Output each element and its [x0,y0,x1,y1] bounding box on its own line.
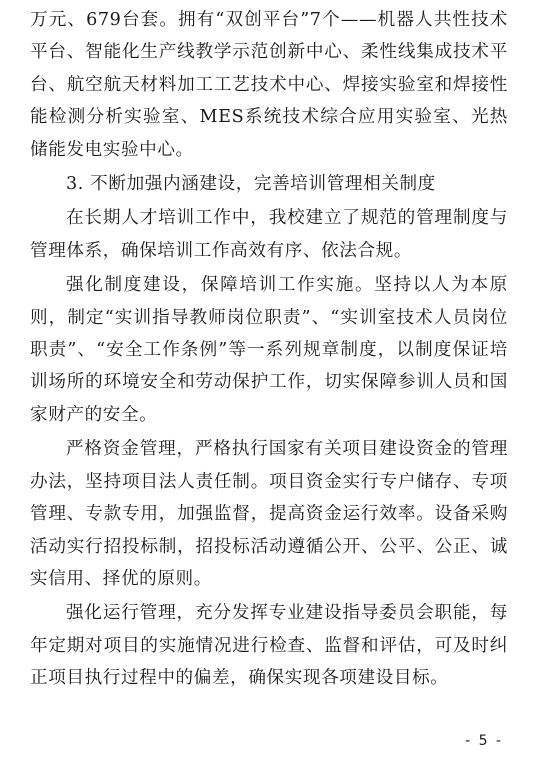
paragraph-operation-management: 强化运行管理，充分发挥专业建设指导委员会职能，每年定期对项目的实施情况进行检查、监督和评估，可及时纠正项目执行过程中的偏差，确保实现各项建设目标。 [30,603,508,689]
paragraph-management-system: 在长期人才培训工作中，我校建立了规范的管理制度与管理体系，确保培训工作高效有序、依法合规。 [30,208,508,261]
paragraph-rules-construction: 强化制度建设，保障培训工作实施。坚持以人为本原则，制定“实训指导教师岗位职责”、“实训室技术人员岗位职责”、“安全工作条例”等一系列规章制度，以制度保证培训场所的环境安全和劳动保护工作，切实保障参训人员和国家财产的安全。 [30,275,508,425]
document-page [30,4,508,697]
section-heading-3: 3. 不断加强内涵建设，完善培训管理相关制度 [66,174,436,195]
paragraph-fund-management: 严格资金管理，严格执行国家有关项目建设资金的管理办法，坚持项目法人责任制。项目资金实行专户储存、专项管理、专款专用，加强监督，提高资金运行效率。设备采购活动实行招投标制，招投标活动遵循公开、公平、公正、诚实信用、择优的原则。 [30,439,508,589]
paragraph-equipment-platforms: 万元、679台套。拥有“双创平台”7个——机器人共性技术平台、智能化生产线教学示范创新中心、柔性线集成技术平台、航空航天材料加工工艺技术中心、焊接实验室和焊接性能检测分析实验室、MES系统技术综合应用实验室、光热储能发电实验中心。 [30,10,508,160]
page-number: - 5 - [465,733,503,749]
